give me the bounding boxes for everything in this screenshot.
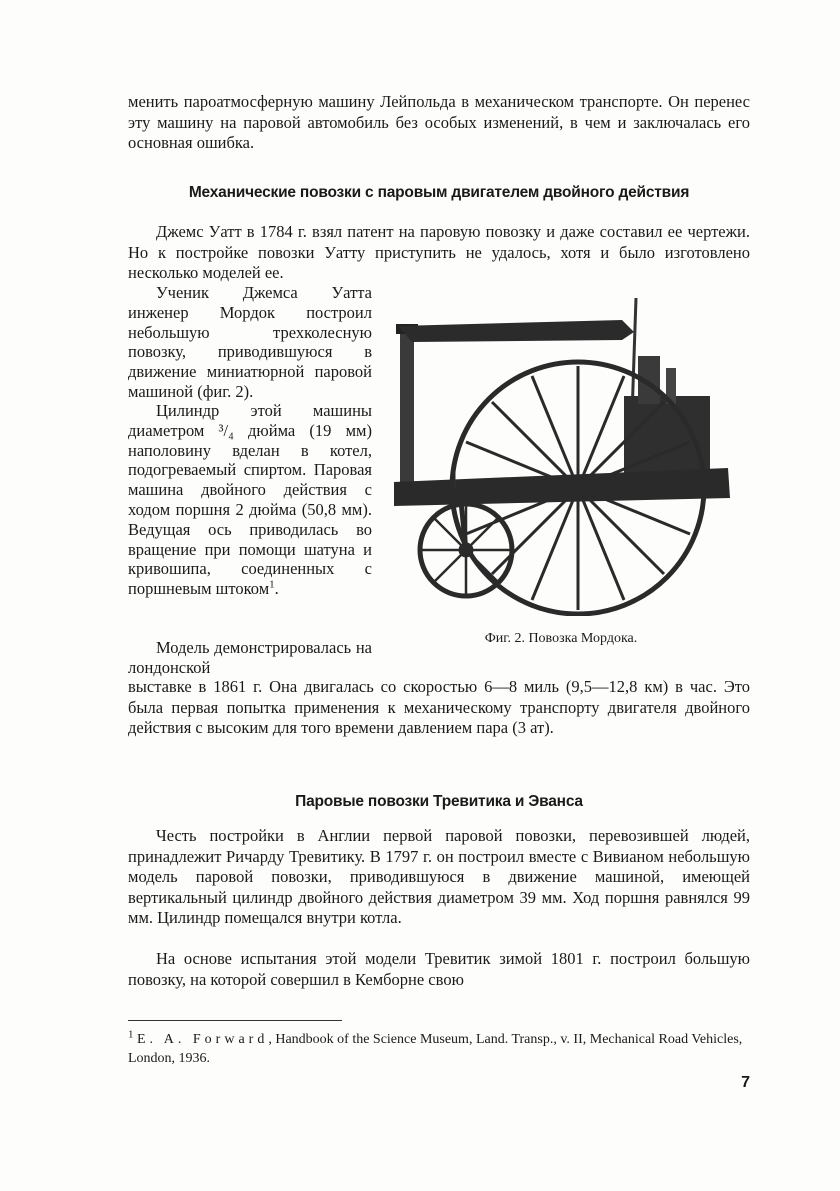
footnote-reference: 1	[269, 578, 275, 591]
paragraph-murdoch: Ученик Джемса Уатта инженер Мордок построил небольшую трехколесную повозку, приводившуюся в движение миниатюрной паровой машиной (фиг. 2).	[128, 283, 372, 401]
section-heading-mechanical-carriages: Механические повозки с паровым двигателем двойного действия	[188, 184, 690, 201]
footnote-author: E. A. Forward	[137, 1032, 269, 1047]
paragraph-trevithick-1801: На основе испытания этой модели Тревитик зимой 1801 г. построил большую повозку, на которой совершил в Кемборне свою	[128, 949, 750, 989]
intro-paragraph: менить пароатмосферную машину Лейпольда в механическом транспорте. Он перенес эту машину на паровой автомобиль без особых изменений, в чем и заключалась его основная ошибка.	[128, 92, 750, 152]
page-number: 7	[741, 1074, 750, 1091]
murdoch-carriage-figure	[388, 296, 734, 616]
figure-caption: Фиг. 2. Повозка Мордока.	[484, 631, 638, 646]
footnote-divider	[128, 1020, 342, 1021]
cylinder-text-end: .	[274, 579, 279, 599]
paragraph-trevithick: Честь постройки в Англии первой паровой повозки, перевозившей людей, принадлежит Ричарду Тревитику. В 1797 г. он построил вместе с Вивианом небольшую модель паровой повозки, приводившуюся в движение машиной, имеющей вертикальный цилиндр двойного действия диаметром 39 мм. Ход поршня равнялся 99 мм. Цилиндр помещался внутри котла.	[128, 826, 750, 927]
paragraph-watt: Джемс Уатт в 1784 г. взял патент на паровую повозку и даже составил ее чертежи. Но к постройке повозки Уатту приступить не удалось, хотя и было изготовлено несколько моделей ее.	[128, 222, 750, 282]
paragraph-exhibition: выставке в 1861 г. Она двигалась со скоростью 6—8 миль (9,5—12,8 км) в час. Это была первая попытка применения к механическому транспорту двигателя двойного действия с высоким для того времени давлением пара (3 ат).	[128, 677, 750, 737]
section-heading-trevithick-evans: Паровые повозки Тревитика и Эванса	[295, 793, 583, 810]
footnote	[128, 1030, 750, 1068]
paragraph-exhibition-start: Модель демонстрировалась на лондонской	[128, 638, 372, 677]
footnote-citation: , Handbook of the Science Museum, Land. Transp., v. II, Mechanical Road Vehicles, London, 1936.	[128, 1032, 743, 1066]
paragraph-cylinder	[128, 401, 372, 599]
cylinder-text: Цилиндр этой машины диаметром ³/₄ дюйма (19 мм) наполовину вделан в котел, подогреваемый спиртом. Паровая машина двойного действия с ходом поршня 2 дюйма (50,8 мм). Ведущая ось приводилась во вращение при помощи шатуна и кривошипа, соединенных с поршневым штоком	[128, 401, 372, 599]
footnote-mark: 1	[128, 1028, 134, 1041]
